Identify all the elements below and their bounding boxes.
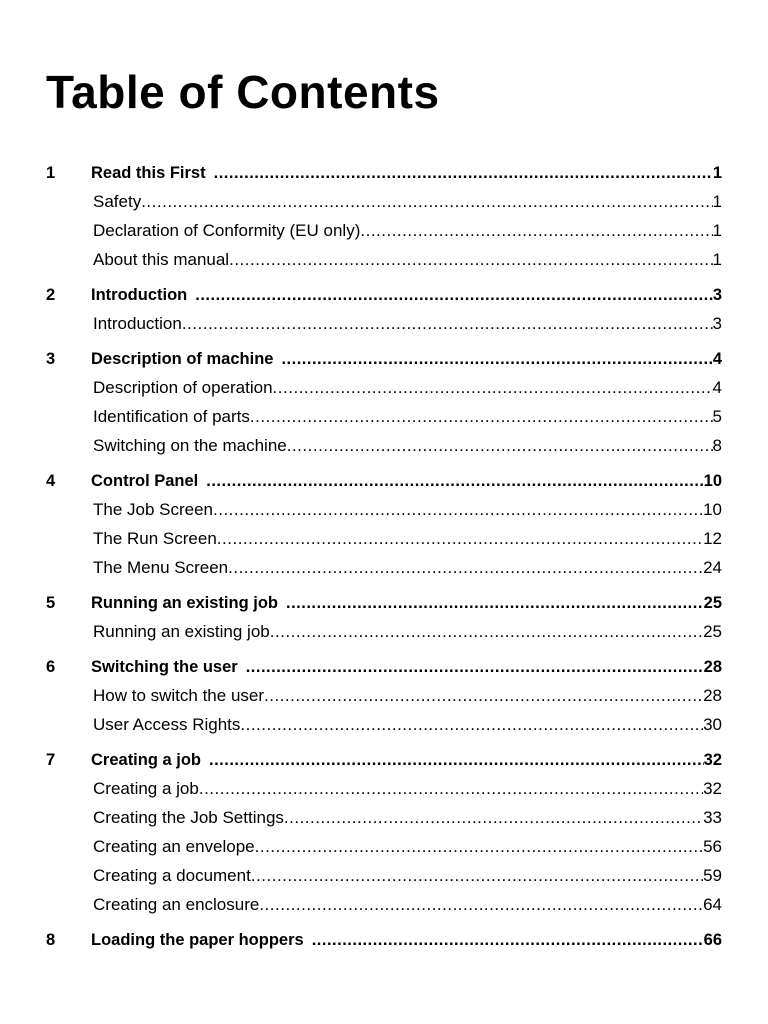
chapter-number: 8	[46, 931, 56, 949]
toc-chapter-heading[interactable]	[46, 468, 722, 495]
toc-entry[interactable]	[46, 803, 722, 832]
page-number: 4	[712, 378, 722, 397]
page-number: 64	[703, 895, 722, 914]
dot-leader	[182, 309, 713, 338]
table-of-contents	[46, 160, 722, 962]
toc-chapter	[46, 346, 722, 460]
dot-leader	[270, 617, 703, 646]
dot-leader	[195, 282, 713, 309]
toc-entry[interactable]	[46, 890, 722, 919]
page-number: 1	[712, 250, 722, 269]
page-number: 8	[712, 436, 722, 455]
toc-chapter-heading[interactable]	[46, 282, 722, 309]
chapter-number: 3	[46, 350, 56, 368]
page-number: 25	[703, 594, 722, 612]
page-number: 10	[703, 472, 722, 490]
dot-leader	[251, 861, 703, 890]
dot-leader	[255, 832, 703, 861]
entry-title: Identification of parts	[93, 407, 250, 426]
dot-leader	[281, 346, 712, 373]
toc-entry[interactable]	[46, 245, 722, 274]
entry-title: Safety	[93, 192, 142, 211]
chapter-title: Description of machine	[91, 350, 274, 368]
toc-entry[interactable]	[46, 681, 722, 710]
toc-entry[interactable]	[46, 710, 722, 739]
dot-leader	[312, 927, 704, 954]
toc-entry[interactable]	[46, 832, 722, 861]
toc-entry[interactable]	[46, 431, 722, 460]
entry-title: The Job Screen	[93, 500, 214, 519]
page-number: 1	[712, 164, 722, 182]
page-number: 59	[703, 866, 722, 885]
entry-title: Description of operation	[93, 378, 273, 397]
chapter-title: Creating a job	[91, 751, 202, 769]
entry-title: User Access Rights	[93, 715, 241, 734]
entry-title: Creating a document	[93, 866, 251, 885]
entry-title: Creating an envelope	[93, 837, 255, 856]
entry-title: About this manual	[93, 250, 230, 269]
chapter-number: 2	[46, 286, 56, 304]
toc-entry[interactable]	[46, 373, 722, 402]
toc-chapter	[46, 282, 722, 338]
page-number: 4	[712, 350, 722, 368]
chapter-number: 1	[46, 164, 56, 182]
chapter-title: Running an existing job	[91, 594, 278, 612]
page-number: 12	[703, 529, 722, 548]
toc-entry[interactable]	[46, 309, 722, 338]
dot-leader	[209, 747, 704, 774]
toc-chapter	[46, 590, 722, 646]
dot-leader	[360, 216, 712, 245]
toc-entry[interactable]	[46, 861, 722, 890]
page-number: 32	[703, 779, 722, 798]
page-number: 1	[712, 221, 722, 240]
dot-leader	[206, 468, 703, 495]
chapter-number: 6	[46, 658, 56, 676]
page-number: 5	[712, 407, 722, 426]
toc-chapter-heading[interactable]	[46, 654, 722, 681]
entry-title: Declaration of Conformity (EU only)	[93, 221, 361, 240]
toc-chapter-heading[interactable]	[46, 747, 722, 774]
dot-leader	[284, 803, 703, 832]
chapter-number: 7	[46, 751, 56, 769]
dot-leader	[264, 681, 703, 710]
page-number: 10	[703, 500, 722, 519]
toc-entry[interactable]	[46, 187, 722, 216]
page-number: 32	[703, 751, 722, 769]
page-number: 28	[703, 686, 722, 705]
chapter-title: Switching the user	[91, 658, 238, 676]
toc-entry[interactable]	[46, 617, 722, 646]
page-number: 66	[703, 931, 722, 949]
chapter-title: Introduction	[91, 286, 188, 304]
dot-leader	[217, 524, 703, 553]
toc-entry[interactable]	[46, 495, 722, 524]
dot-leader	[213, 495, 703, 524]
page-number: 28	[703, 658, 722, 676]
toc-chapter-heading[interactable]	[46, 346, 722, 373]
page-title: Table of Contents	[46, 66, 440, 118]
toc-entry[interactable]	[46, 216, 722, 245]
dot-leader	[141, 187, 712, 216]
entry-title: Creating a job	[93, 779, 199, 798]
entry-title: Introduction	[93, 314, 182, 333]
page-number: 30	[703, 715, 722, 734]
chapter-title: Loading the paper hoppers	[91, 931, 304, 949]
entry-title: The Menu Screen	[93, 558, 229, 577]
dot-leader	[273, 373, 713, 402]
page-number: 3	[712, 314, 722, 333]
dot-leader	[214, 160, 713, 187]
entry-title: Creating an enclosure	[93, 895, 260, 914]
dot-leader	[246, 654, 704, 681]
dot-leader	[228, 553, 703, 582]
toc-entry[interactable]	[46, 553, 722, 582]
entry-title: Switching on the machine	[93, 436, 287, 455]
page-number: 3	[712, 286, 722, 304]
toc-chapter	[46, 927, 722, 954]
dot-leader	[286, 590, 704, 617]
toc-chapter	[46, 654, 722, 739]
chapter-number: 5	[46, 594, 56, 612]
dot-leader	[259, 890, 703, 919]
toc-entry[interactable]	[46, 402, 722, 431]
page-number: 33	[703, 808, 722, 827]
dot-leader	[199, 774, 703, 803]
entry-title: Running an existing job	[93, 622, 270, 641]
chapter-title: Read this First	[91, 164, 206, 182]
toc-entry[interactable]	[46, 524, 722, 553]
dot-leader	[287, 431, 713, 460]
toc-chapter	[46, 747, 722, 919]
toc-chapter-heading[interactable]	[46, 160, 722, 187]
dot-leader	[250, 402, 713, 431]
toc-chapter-heading[interactable]	[46, 927, 722, 954]
page-number: 56	[703, 837, 722, 856]
page-number: 25	[703, 622, 722, 641]
entry-title: Creating the Job Settings	[93, 808, 284, 827]
page-number: 24	[703, 558, 722, 577]
entry-title: The Run Screen	[93, 529, 217, 548]
toc-chapter	[46, 468, 722, 582]
dot-leader	[240, 710, 703, 739]
entry-title: How to switch the user	[93, 686, 265, 705]
toc-entry[interactable]	[46, 774, 722, 803]
page-number: 1	[712, 192, 722, 211]
toc-chapter	[46, 160, 722, 274]
dot-leader	[229, 245, 712, 274]
toc-chapter-heading[interactable]	[46, 590, 722, 617]
chapter-number: 4	[46, 472, 56, 490]
chapter-title: Control Panel	[91, 472, 199, 490]
